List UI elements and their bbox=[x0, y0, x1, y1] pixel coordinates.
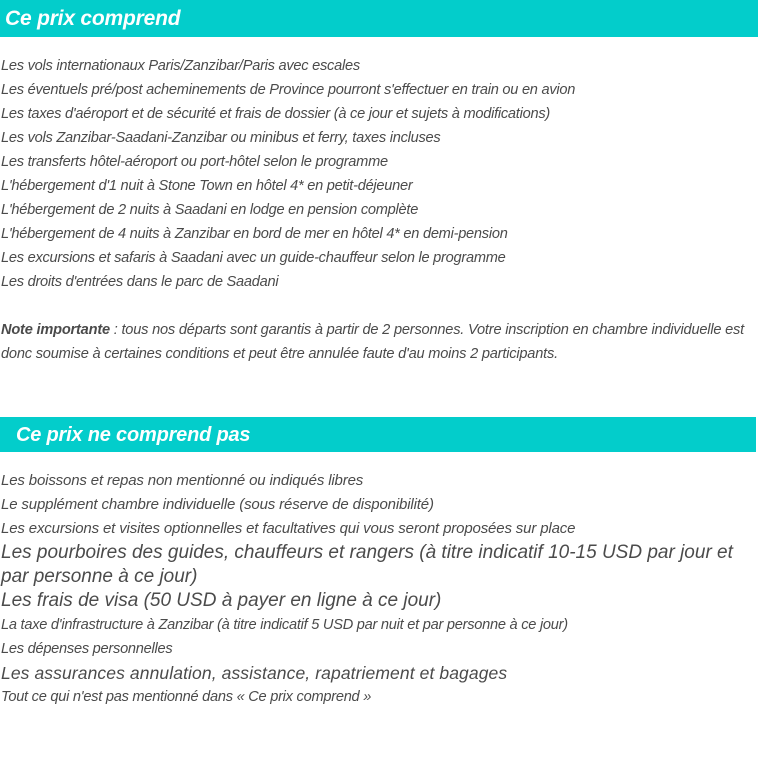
section-title-included: Ce prix comprend bbox=[5, 7, 181, 30]
list-item: Les taxes d'aéroport et de sécurité et frais de dossier (à ce jour et sujets à modifications) bbox=[1, 106, 550, 122]
list-item: Les dépenses personnelles bbox=[1, 641, 173, 657]
included-list bbox=[0, 54, 758, 294]
list-item: Les boissons et repas non mentionné ou indiqués libres bbox=[1, 472, 364, 489]
list-item: Les droits d'entrées dans le parc de Saadani bbox=[1, 274, 279, 290]
list-item: La taxe d'infrastructure à Zanzibar (à titre indicatif 5 USD par nuit et par personne à ce jour) bbox=[1, 617, 568, 633]
excluded-list bbox=[0, 469, 758, 709]
important-note bbox=[0, 318, 758, 366]
list-item: Les frais de visa (50 USD à payer en ligne à ce jour) bbox=[1, 590, 442, 611]
list-item: Les assurances annulation, assistance, rapatriement et bagages bbox=[1, 663, 508, 683]
list-item: L'hébergement d'1 nuit à Stone Town en hôtel 4* en petit-déjeuner bbox=[1, 178, 413, 194]
list-item: Tout ce qui n'est pas mentionné dans « Ce prix comprend » bbox=[1, 689, 372, 705]
list-item: Le supplément chambre individuelle (sous réserve de disponibilité) bbox=[1, 496, 434, 513]
list-item: Les excursions et safaris à Saadani avec un guide-chauffeur selon le programme bbox=[1, 250, 506, 266]
important-note-body: : tous nos départs sont garantis à partir de 2 personnes. Votre inscription en chambre individuelle est donc soumise à certaines conditions et peut être annulée faute d'au moins 2 participants. bbox=[1, 322, 745, 362]
list-item: Les pourboires des guides, chauffeurs et rangers (à titre indicatif 10-15 USD par jour et par personne à ce jour) bbox=[1, 542, 733, 587]
list-item: Les transferts hôtel-aéroport ou port-hôtel selon le programme bbox=[1, 154, 388, 170]
section-title-excluded: Ce prix ne comprend pas bbox=[16, 423, 251, 446]
list-item: Les vols Zanzibar-Saadani-Zanzibar ou minibus et ferry, taxes incluses bbox=[1, 130, 441, 146]
important-note-label: Note importante bbox=[1, 322, 110, 338]
section-header-excluded-wrapper bbox=[0, 417, 756, 452]
list-item: Les vols internationaux Paris/Zanzibar/Paris avec escales bbox=[1, 58, 360, 74]
list-item: L'hébergement de 4 nuits à Zanzibar en bord de mer en hôtel 4* en demi-pension bbox=[1, 226, 508, 242]
section-header-included bbox=[0, 0, 758, 37]
list-item: Les éventuels pré/post acheminements de Province pourront s'effectuer en train ou en avion bbox=[1, 82, 576, 98]
list-item: L'hébergement de 2 nuits à Saadani en lodge en pension complète bbox=[1, 202, 419, 218]
section-header-excluded bbox=[0, 417, 756, 452]
list-item: Les excursions et visites optionnelles et facultatives qui vous seront proposées sur place bbox=[1, 520, 576, 537]
